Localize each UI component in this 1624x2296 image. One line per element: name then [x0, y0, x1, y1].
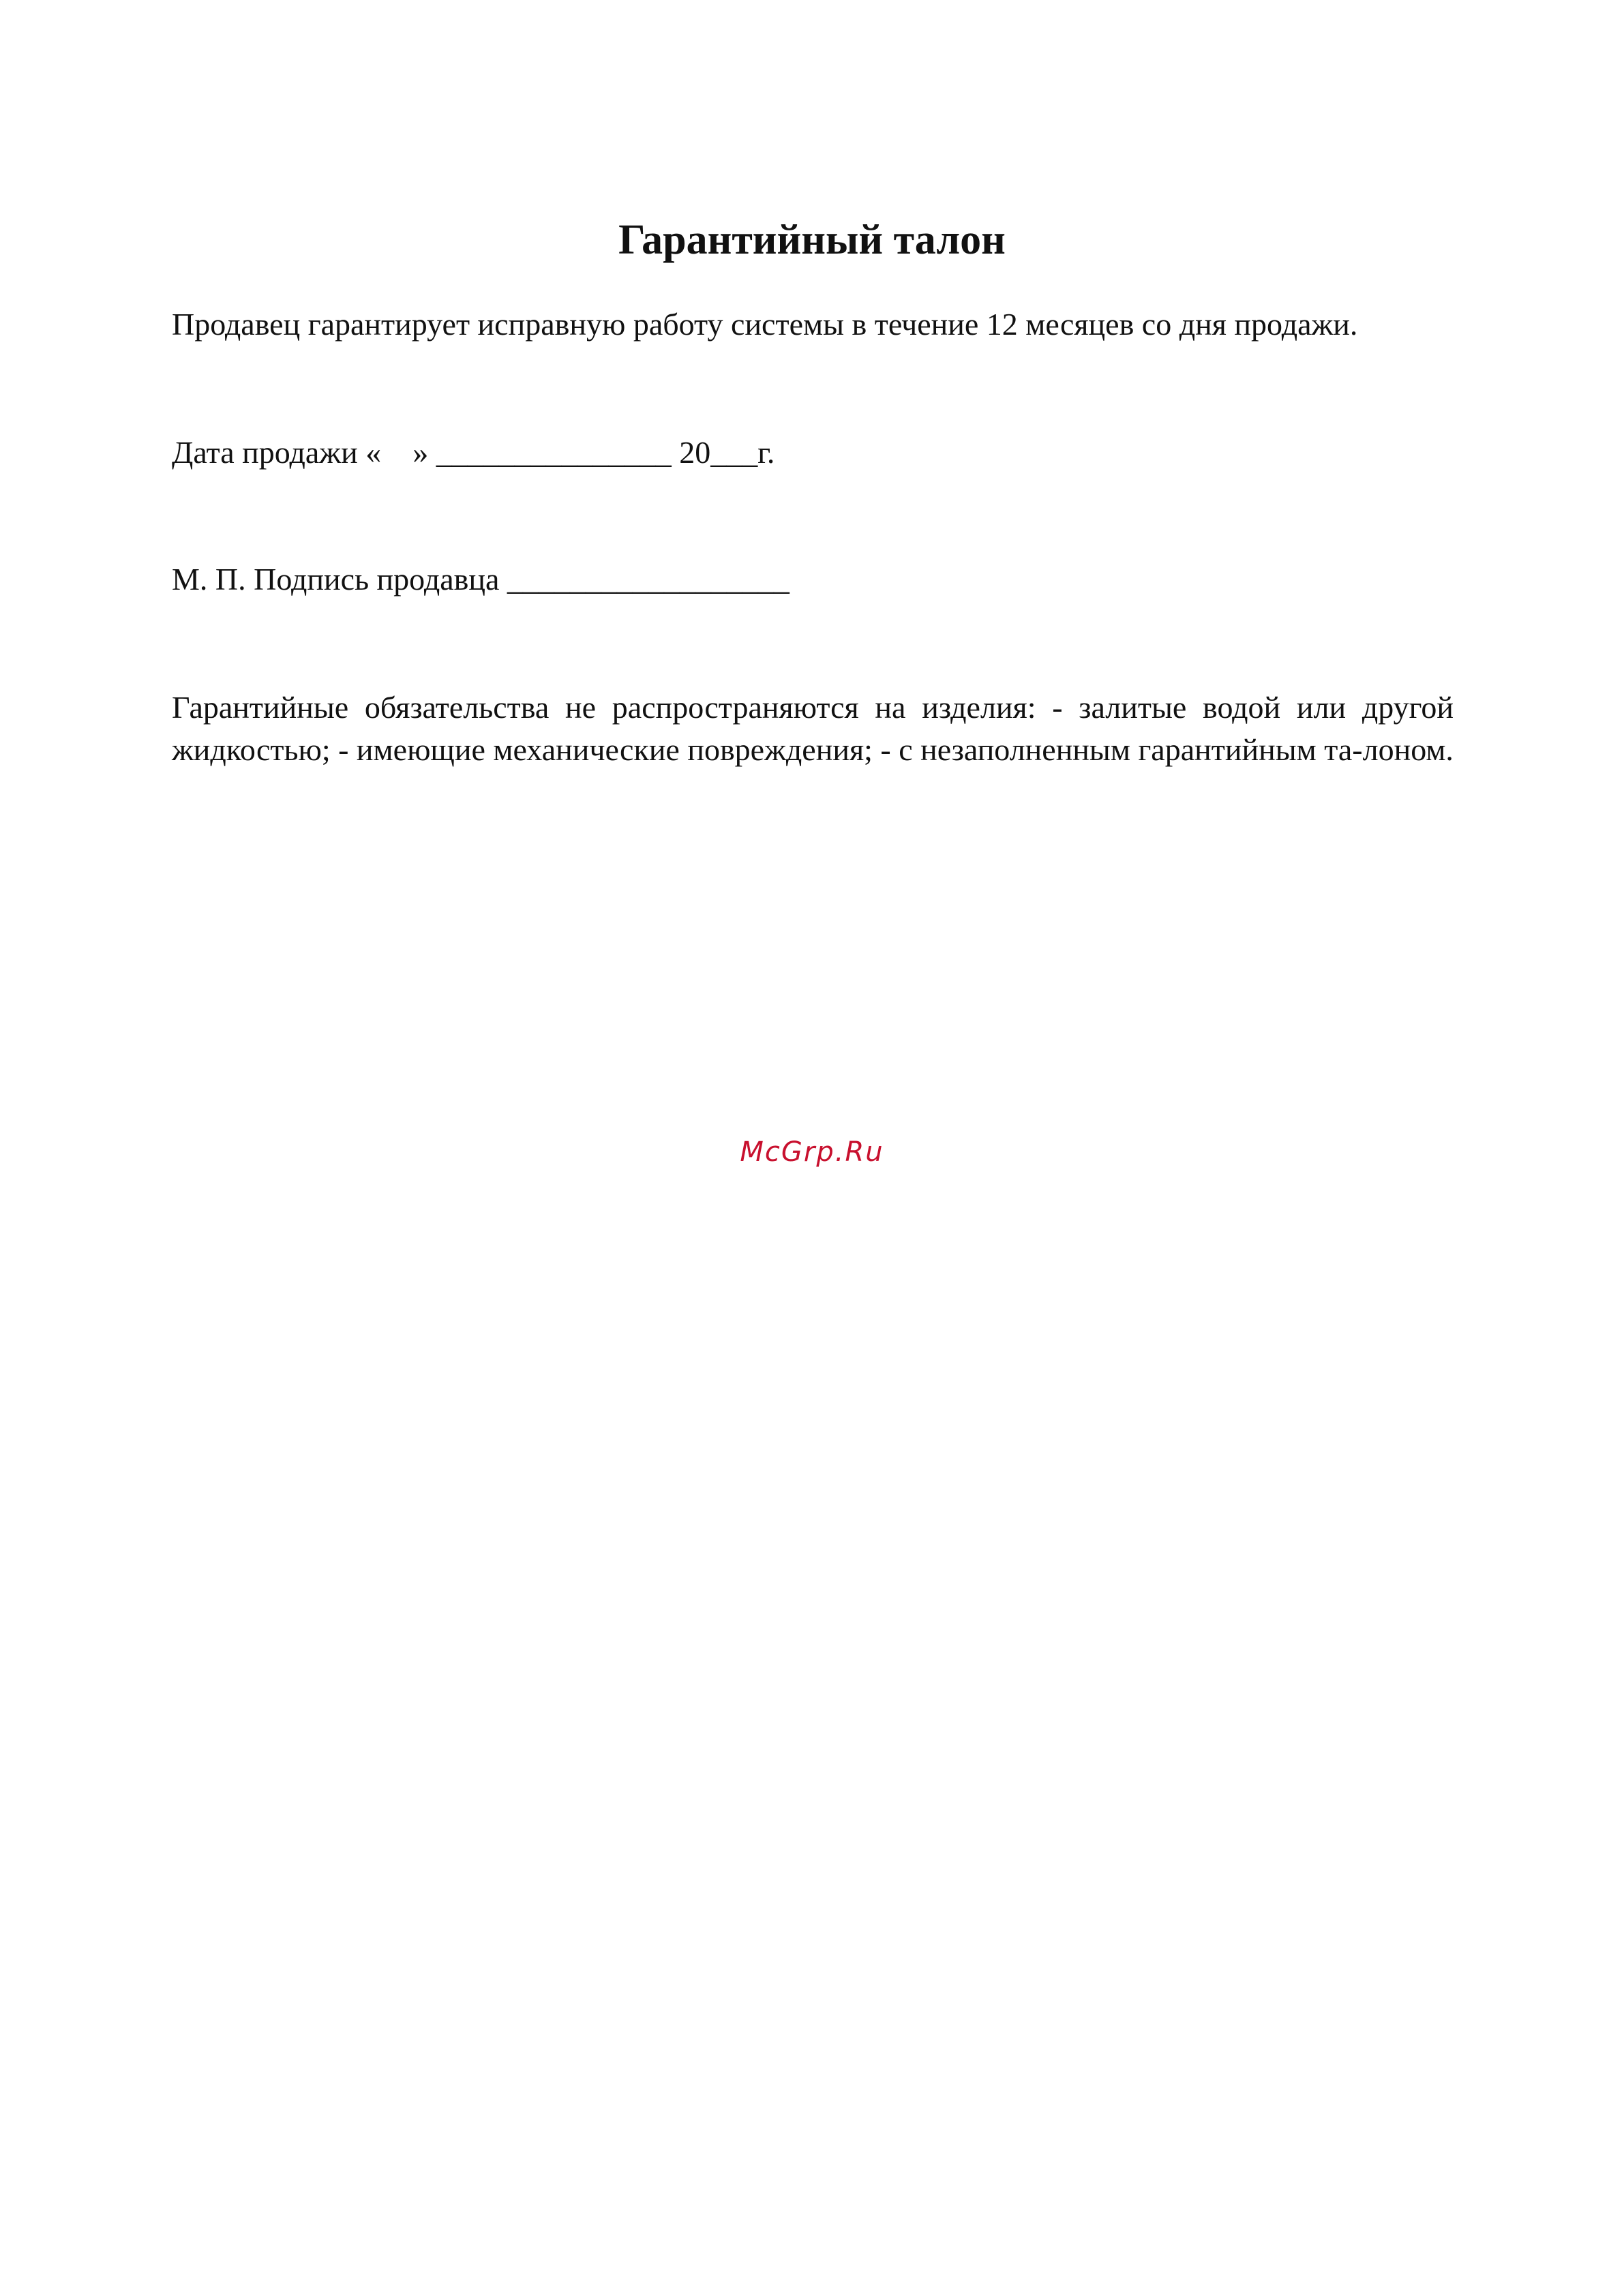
- document-title: Гарантийный талон: [618, 217, 1006, 263]
- watermark-link[interactable]: McGrp.Ru: [740, 1136, 884, 1168]
- sale-date-field: Дата продажи « » _______________ 20___г.: [172, 435, 775, 470]
- guarantee-statement: Продавец гарантирует исправную работу системы в течение 12 месяцев со дня продажи.: [172, 307, 1358, 342]
- warranty-exclusions: Гарантийные обязательства не распространяются на изделия: - залитые водой или другой жидкостью; - имеющие механические повреждения; - с незаполненным гарантийным та-лоном.: [172, 690, 1454, 767]
- seller-signature-field: М. П. Подпись продавца __________________: [172, 562, 790, 596]
